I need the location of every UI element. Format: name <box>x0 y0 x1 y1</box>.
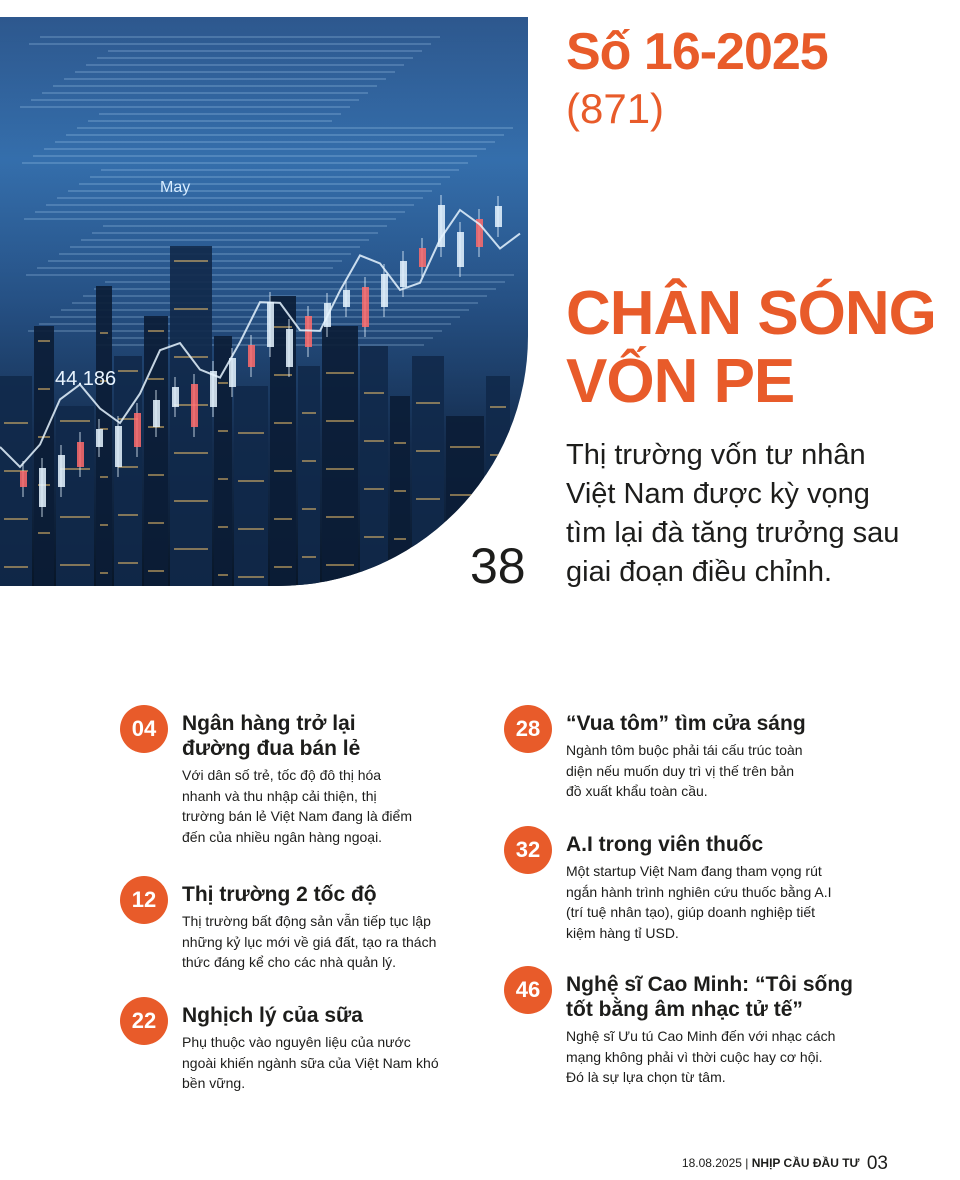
building-window <box>148 378 164 380</box>
building-window <box>118 562 138 564</box>
desc-line: mạng không phải vì thời cuộc hay cơ hội. <box>566 1048 823 1065</box>
building <box>360 346 388 586</box>
building-window <box>238 576 264 578</box>
building-window <box>60 516 90 518</box>
building-window <box>274 422 292 424</box>
desc-line: Nghệ sĩ Ưu tú Cao Minh đến với nhạc cách <box>566 1028 836 1044</box>
desc-line: Ngành tôm buộc phải tái cấu trúc toàn <box>566 742 803 758</box>
desc-line: đến của nhiều ngân hàng ngoại. <box>182 828 383 845</box>
desc-line: kiệm hàng tỉ USD. <box>566 924 679 941</box>
building-window <box>174 452 208 454</box>
desc-line: những kỷ lục mới về giá đất, tạo ra thách <box>182 933 437 950</box>
candle-body <box>362 287 369 327</box>
building-window <box>416 498 440 500</box>
building-window <box>148 474 164 476</box>
candle-body <box>172 387 179 407</box>
building-window <box>4 518 28 520</box>
article-description <box>566 740 856 802</box>
building <box>234 386 268 586</box>
building-window <box>364 488 384 490</box>
article-entry[interactable] <box>131 711 512 847</box>
building-window <box>302 508 316 510</box>
city-chart-illustration <box>0 17 528 586</box>
page-badge: 28 <box>504 705 552 753</box>
page-badge: 04 <box>120 705 168 753</box>
desc-line: Thị trường bất động sản vẫn tiếp tục lập <box>182 913 431 929</box>
building-window <box>174 308 208 310</box>
page-badge: 46 <box>504 966 552 1014</box>
building-window <box>218 430 228 432</box>
article-description <box>182 1032 472 1094</box>
building <box>34 326 54 586</box>
candle-body <box>495 206 502 227</box>
title-line: đường đua bán lẻ <box>182 737 361 760</box>
building-window <box>450 494 480 496</box>
candle-body <box>77 442 84 467</box>
page-badge: 12 <box>120 876 168 924</box>
article-description <box>566 861 856 943</box>
month-label: May <box>160 179 191 196</box>
building-window <box>364 392 384 394</box>
desc-line: đồ xuất khẩu toàn cầu. <box>566 783 708 799</box>
desc-line: Một startup Việt Nam đang tham vọng rút <box>566 863 822 879</box>
candle-body <box>286 329 293 367</box>
building-window <box>326 420 354 422</box>
building-window <box>100 332 108 334</box>
building-window <box>100 476 108 478</box>
candle-body <box>229 358 236 387</box>
building-window <box>490 406 506 408</box>
building-window <box>394 490 406 492</box>
building-window <box>174 548 208 550</box>
building-window <box>174 260 208 262</box>
desc-line: (trí tuệ nhân tạo), giúp doanh nghiệp tiết <box>566 904 816 920</box>
building <box>412 356 444 586</box>
summary-line: Thị trường vốn tư nhân <box>566 439 866 471</box>
article-entry[interactable] <box>515 832 896 943</box>
footer-magazine: NHỊP CẦU ĐẦU TƯ <box>751 1156 860 1170</box>
article-entry[interactable] <box>515 711 896 802</box>
building-window <box>238 528 264 530</box>
cover-headline <box>566 280 946 416</box>
building <box>0 376 32 586</box>
issue-title: Số 16-2025 <box>566 23 828 81</box>
article-description <box>182 911 472 973</box>
building <box>56 406 94 586</box>
candle-body <box>39 468 46 507</box>
title-line: A.I trong viên thuốc <box>566 833 764 856</box>
building-window <box>100 524 108 526</box>
building-window <box>218 574 228 576</box>
issue-code: (871) <box>566 85 665 132</box>
building-window <box>4 422 28 424</box>
desc-line: ngắn hành trình nghiên cứu thuốc bằng A.I <box>566 883 832 900</box>
candle-body <box>134 413 141 447</box>
building-window <box>302 556 316 558</box>
summary-line: Việt Nam được kỳ vọng <box>566 478 870 510</box>
article-description <box>182 765 472 847</box>
article-entry[interactable] <box>131 882 512 973</box>
candle-body <box>248 345 255 367</box>
candle-body <box>96 429 103 447</box>
candle-body <box>400 261 407 287</box>
building-window <box>174 500 208 502</box>
building-window <box>60 420 90 422</box>
building-window <box>148 330 164 332</box>
summary-line: tìm lại đà tăng trưởng sau <box>566 517 900 549</box>
page-footer <box>682 1153 888 1174</box>
building-window <box>274 518 292 520</box>
building-window <box>326 468 354 470</box>
building-window <box>326 564 354 566</box>
footer-separator: | <box>745 1156 749 1170</box>
cover-story-page-number: 38 <box>470 538 526 594</box>
building-window <box>4 566 28 568</box>
article-title <box>566 832 896 857</box>
title-line: Thị trường 2 tốc độ <box>182 883 377 906</box>
footer-date: 18.08.2025 <box>681 1156 742 1170</box>
page-badge: 22 <box>120 997 168 1045</box>
candle-body <box>381 274 388 307</box>
desc-line: diện nếu muốn duy trì vị thế trên bản <box>566 762 795 779</box>
article-entry[interactable] <box>131 1003 512 1094</box>
article-title <box>182 711 512 761</box>
article-description <box>566 1026 856 1088</box>
article-title <box>182 882 512 907</box>
building-window <box>394 442 406 444</box>
building-window <box>394 538 406 540</box>
building-window <box>274 470 292 472</box>
article-title <box>566 711 896 736</box>
building-window <box>38 532 50 534</box>
building-window <box>416 402 440 404</box>
summary-line: giai đoạn điều chỉnh. <box>566 556 833 588</box>
candle-body <box>20 471 27 487</box>
building <box>298 366 320 586</box>
building <box>322 326 358 586</box>
candle-body <box>153 400 160 427</box>
desc-line: ngoài khiến ngành sữa của Việt Nam khó <box>182 1054 439 1071</box>
value-label: 44.186 <box>55 368 117 390</box>
candle-body <box>419 248 426 267</box>
title-line: Nghịch lý của sữa <box>182 1004 363 1027</box>
desc-line: Đó là sự lựa chọn từ tâm. <box>566 1069 726 1085</box>
building-window <box>100 572 108 574</box>
building-window <box>490 454 506 456</box>
building-window <box>326 516 354 518</box>
desc-line: trường bán lẻ Việt Nam đang là điểm <box>182 808 412 824</box>
cover-image <box>0 17 528 586</box>
title-line: Ngân hàng trở lại <box>182 712 356 735</box>
building-window <box>302 412 316 414</box>
building-window <box>238 480 264 482</box>
building-window <box>38 388 50 390</box>
headline-line: VỐN PE <box>566 347 795 416</box>
building-window <box>148 570 164 572</box>
building-window <box>364 440 384 442</box>
building-window <box>490 502 506 504</box>
building-window <box>60 564 90 566</box>
building-window <box>238 432 264 434</box>
building-window <box>326 372 354 374</box>
building-window <box>218 478 228 480</box>
building-window <box>364 536 384 538</box>
candle-body <box>267 302 274 347</box>
article-title <box>182 1003 512 1028</box>
page-badge: 32 <box>504 826 552 874</box>
desc-line: thức đáng kể cho các nhà quản lý. <box>182 954 397 970</box>
building-window <box>118 514 138 516</box>
desc-line: Với dân số trẻ, tốc độ đô thị hóa <box>182 767 382 783</box>
candle-body <box>457 232 464 267</box>
title-line: “Vua tôm” tìm cửa sáng <box>566 712 806 735</box>
footer-page-number: 03 <box>866 1153 888 1174</box>
article-title <box>566 972 896 1022</box>
desc-line: nhanh và thu nhập cải thiện, thị <box>182 787 377 804</box>
building-window <box>416 450 440 452</box>
title-line: tốt bằng âm nhạc tử tế” <box>566 998 803 1021</box>
candle-body <box>115 426 122 467</box>
building-window <box>38 340 50 342</box>
desc-line: Phụ thuộc vào nguyên liệu của nước <box>182 1034 411 1050</box>
candle-body <box>58 455 65 487</box>
desc-line: bền vững. <box>182 1075 246 1091</box>
building-window <box>302 460 316 462</box>
candle-body <box>191 384 198 427</box>
title-line: Nghệ sĩ Cao Minh: “Tôi sống <box>566 973 853 996</box>
building-window <box>416 546 440 548</box>
building-window <box>148 522 164 524</box>
building-window <box>274 566 292 568</box>
headline-line: CHÂN SÓNG <box>566 279 936 348</box>
article-entry[interactable] <box>515 972 896 1088</box>
cover-summary <box>566 436 946 592</box>
building-window <box>450 446 480 448</box>
building-window <box>218 382 228 384</box>
candle-body <box>343 290 350 307</box>
building-window <box>218 526 228 528</box>
building-window <box>118 370 138 372</box>
